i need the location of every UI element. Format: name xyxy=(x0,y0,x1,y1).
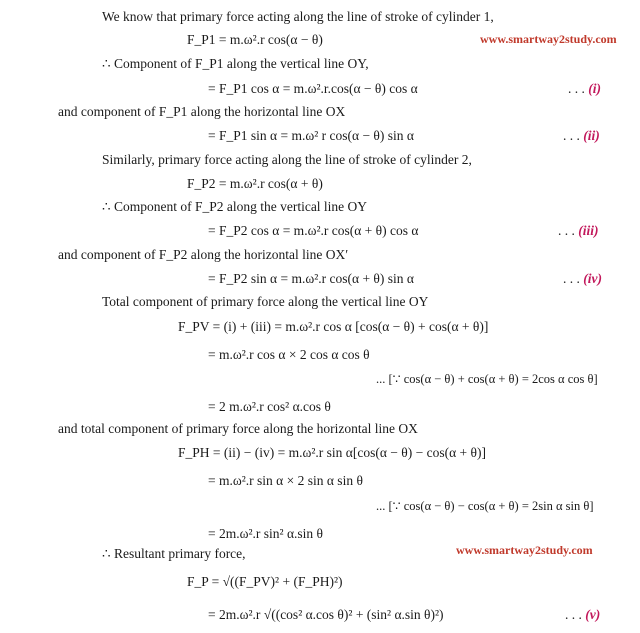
text-line: Total component of primary force along the vertical line OY xyxy=(102,294,429,309)
text-line: We know that primary force acting along the line of stroke of cylinder 1, xyxy=(102,9,494,24)
equation-line: = F_P1 sin α = m.ω² r cos(α − θ) sin α xyxy=(208,128,414,143)
text-line: and total component of primary force along the horizontal line OX xyxy=(58,421,418,436)
equation-tag-ii: . . . (ii) xyxy=(563,128,600,143)
equation-line: = 2m.ω².r sin² α.sin θ xyxy=(208,526,324,541)
watermark-bottom: www.smartway2study.com xyxy=(456,543,593,557)
text-line: and component of F_P2 along the horizontal line OX′ xyxy=(58,247,349,262)
equation-line: F_P = √((F_PV)² + (F_PH)²) xyxy=(187,574,343,589)
equation-line: = F_P1 cos α = m.ω².r.cos(α − θ) cos α xyxy=(208,81,418,96)
equation-line: = F_P2 cos α = m.ω².r cos(α + θ) cos α xyxy=(208,223,419,238)
text-line: ∴ Resultant primary force, xyxy=(102,546,246,561)
equation-line: = 2m.ω².r √((cos² α.cos θ)² + (sin² α.sin θ)²) xyxy=(208,607,444,622)
equation-line: = 2 m.ω².r cos² α.cos θ xyxy=(208,399,331,414)
equation-line: = m.ω².r sin α × 2 sin α sin θ xyxy=(208,473,363,488)
text-line: ∴ Component of F_P1 along the vertical line OY, xyxy=(102,56,369,71)
equation-tag-iv: . . . (iv) xyxy=(563,271,602,286)
equation-tag-i: . . . (i) xyxy=(568,81,601,96)
equation-line: = F_P2 sin α = m.ω².r cos(α + θ) sin α xyxy=(208,271,414,286)
equation-line: F_PV = (i) + (iii) = m.ω².r cos α [cos(α − θ) + cos(α + θ)] xyxy=(178,319,489,334)
text-line: Similarly, primary force acting along the line of stroke of cylinder 2, xyxy=(102,152,472,167)
equation-tag-iii: . . . (iii) xyxy=(558,223,599,238)
text-line: ∴ Component of F_P2 along the vertical line OY xyxy=(102,199,368,214)
equation-line: F_PH = (ii) − (iv) = m.ω².r sin α[cos(α − θ) − cos(α + θ)] xyxy=(178,445,486,460)
text-line: and component of F_P1 along the horizontal line OX xyxy=(58,104,346,119)
equation-line: F_P1 = m.ω².r cos(α − θ) xyxy=(187,32,323,47)
equation-tag-v: . . . (v) xyxy=(565,607,601,622)
note-line: ... [∵ cos(α − θ) − cos(α + θ) = 2sin α sin θ] xyxy=(376,499,594,513)
equation-line: = m.ω².r cos α × 2 cos α cos θ xyxy=(208,347,370,362)
watermark-top: www.smartway2study.com xyxy=(480,32,617,46)
note-line: ... [∵ cos(α − θ) + cos(α + θ) = 2cos α cos θ] xyxy=(376,372,598,386)
equation-line: F_P2 = m.ω².r cos(α + θ) xyxy=(187,176,323,191)
